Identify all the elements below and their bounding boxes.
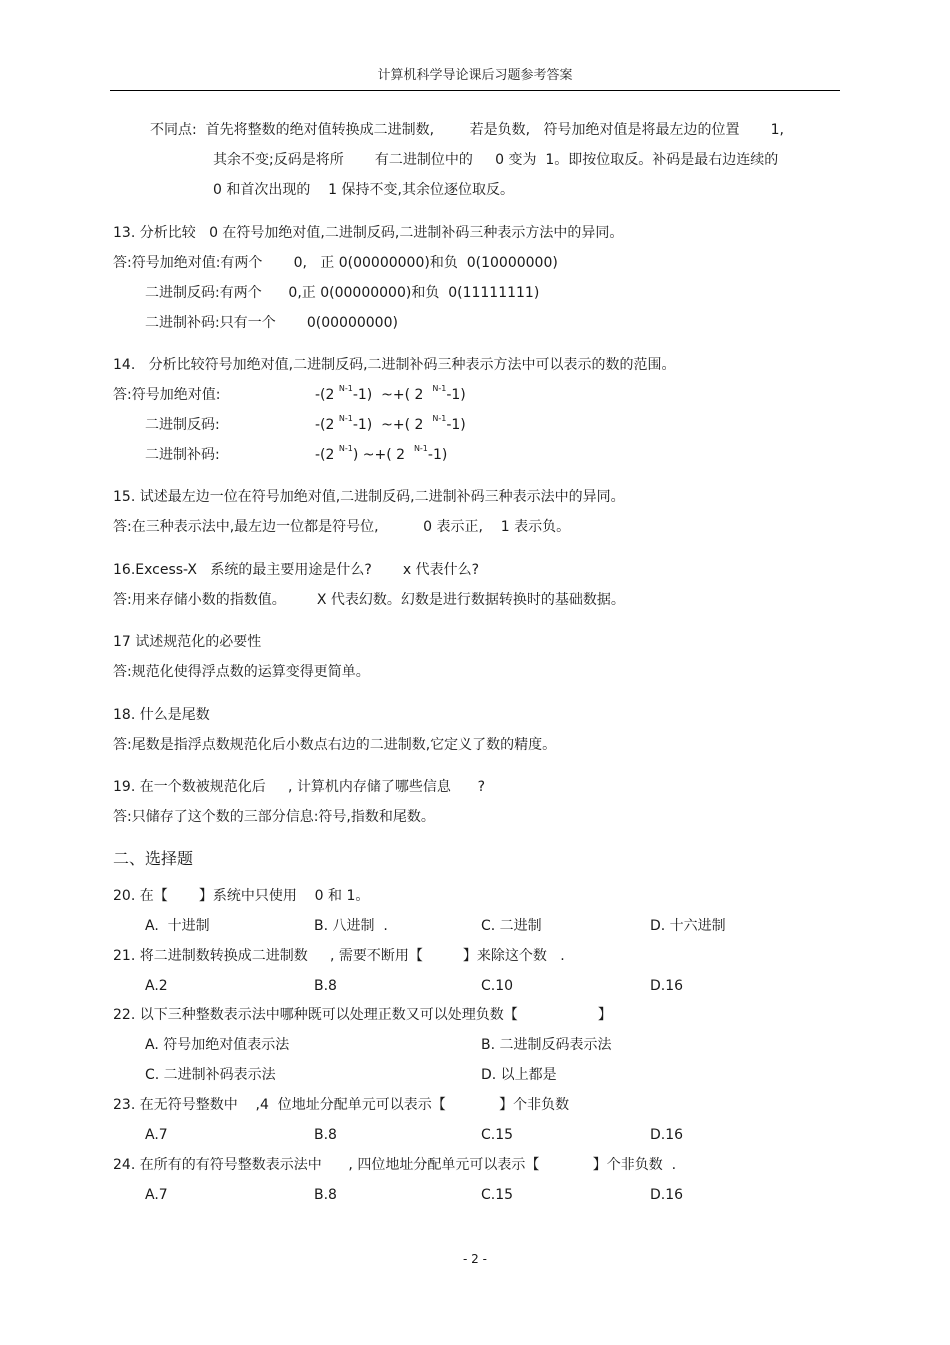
q13-answer-3: 二进制补码:只有一个 0(00000000) — [145, 315, 398, 331]
q23-option-a: A.7 — [145, 1127, 168, 1143]
q14-range-2: -(2 $^{N-1}$-1) ~+( 2 $^{N-1}$-1) — [315, 414, 466, 433]
q22-option-d: D. 以上都是 — [481, 1067, 557, 1083]
q14-range-3: -(2 $^{N-1}$) ~+( 2 $^{N-1}$-1) — [315, 444, 448, 463]
q18-question: 18. 什么是尾数 — [113, 707, 210, 723]
q14-label-3: 二进制补码: — [145, 447, 220, 463]
q24-option-a: A.7 — [145, 1187, 168, 1203]
q14-question: 14. 分析比较符号加绝对值,二进制反码,二进制补码三种表示方法中可以表示的数的范围。 — [113, 357, 676, 373]
q24-option-d: D.16 — [650, 1187, 684, 1203]
q23-option-c: C.15 — [481, 1127, 514, 1143]
q18-answer: 答:尾数是指浮点数规范化后小数点右边的二进制数,它定义了数的精度。 — [113, 737, 557, 753]
q20-option-a: A. 十进制 — [145, 918, 210, 934]
q22-option-c: C. 二进制补码表示法 — [145, 1067, 276, 1083]
q24-option-c: C.15 — [481, 1187, 514, 1203]
q14-range-1: -(2 $^{N-1}$-1) ~+( 2 $^{N-1}$-1) — [315, 384, 466, 403]
page-number: - 2 - — [463, 1252, 487, 1266]
q22-option-a: A. 符号加绝对值表示法 — [145, 1037, 290, 1053]
q19-answer: 答:只储存了这个数的三部分信息:符号,指数和尾数。 — [113, 809, 435, 825]
q23-option-b: B.8 — [314, 1127, 337, 1143]
q20-question: 20. 在【 】系统中只使用 0 和 1。 — [113, 888, 370, 904]
q23-question: 23. 在无符号整数中 ,4 位地址分配单元可以表示【 】个非负数 — [113, 1097, 570, 1113]
q16-answer: 答:用来存储小数的指数值。 X 代表幻数。幻数是进行数据转换时的基础数据。 — [113, 592, 625, 608]
section-title: 二、选择题 — [113, 849, 194, 868]
q21-option-a: A.2 — [145, 978, 168, 994]
q13-answer-2: 二进制反码:有两个 0,正 0(00000000)和负 0(11111111) — [145, 285, 540, 301]
intro-line-2: 其余不变;反码是将所 有二进制位中的 0 变为 1。即按位取反。补码是最右边连续的 — [213, 152, 779, 168]
q15-question: 15. 试述最左边一位在符号加绝对值,二进制反码,二进制补码三种表示法中的异同。 — [113, 489, 625, 505]
header-rule — [110, 90, 840, 91]
q22-option-b: B. 二进制反码表示法 — [481, 1037, 612, 1053]
page-header: 计算机科学导论课后习题参考答案 — [377, 68, 573, 83]
q13-question: 13. 分析比较 0 在符号加绝对值,二进制反码,二进制补码三种表示方法中的异同。 — [113, 225, 624, 241]
q21-question: 21. 将二进制数转换成二进制数 , 需要不断用【 】来除这个数 . — [113, 948, 565, 964]
q21-option-d: D.16 — [650, 978, 684, 994]
q13-answer-1: 答:符号加绝对值:有两个 0, 正 0(00000000)和负 0(10000000) — [113, 255, 558, 271]
q17-question: 17 试述规范化的必要性 — [113, 634, 262, 650]
q21-option-c: C.10 — [481, 978, 514, 994]
q24-question: 24. 在所有的有符号整数表示法中 , 四位地址分配单元可以表示【 】个非负数 . — [113, 1157, 677, 1173]
q20-option-c: C. 二进制 — [481, 918, 542, 934]
q24-option-b: B.8 — [314, 1187, 337, 1203]
q22-question: 22. 以下三种整数表示法中哪种既可以处理正数又可以处理负数【 】 — [113, 1007, 612, 1023]
q20-option-d: D. 十六进制 — [650, 918, 726, 934]
q19-question: 19. 在一个数被规范化后 , 计算机内存储了哪些信息 ? — [113, 779, 485, 795]
intro-line-1: 不同点: 首先将整数的绝对值转换成二进制数, 若是负数, 符号加绝对值是将最左边的位置 1, — [150, 122, 784, 138]
q14-label-1: 答:符号加绝对值: — [113, 387, 221, 403]
q17-answer: 答:规范化使得浮点数的运算变得更简单。 — [113, 664, 370, 680]
q16-question: 16.Excess-X 系统的最主要用途是什么? x 代表什么? — [113, 562, 480, 578]
q20-option-b: B. 八进制 . — [314, 918, 388, 934]
q14-label-2: 二进制反码: — [145, 417, 220, 433]
q15-answer: 答:在三种表示法中,最左边一位都是符号位, 0 表示正, 1 表示负。 — [113, 519, 571, 535]
intro-line-3: 0 和首次出现的 1 保持不变,其余位逐位取反。 — [213, 182, 514, 198]
q23-option-d: D.16 — [650, 1127, 684, 1143]
q21-option-b: B.8 — [314, 978, 337, 994]
